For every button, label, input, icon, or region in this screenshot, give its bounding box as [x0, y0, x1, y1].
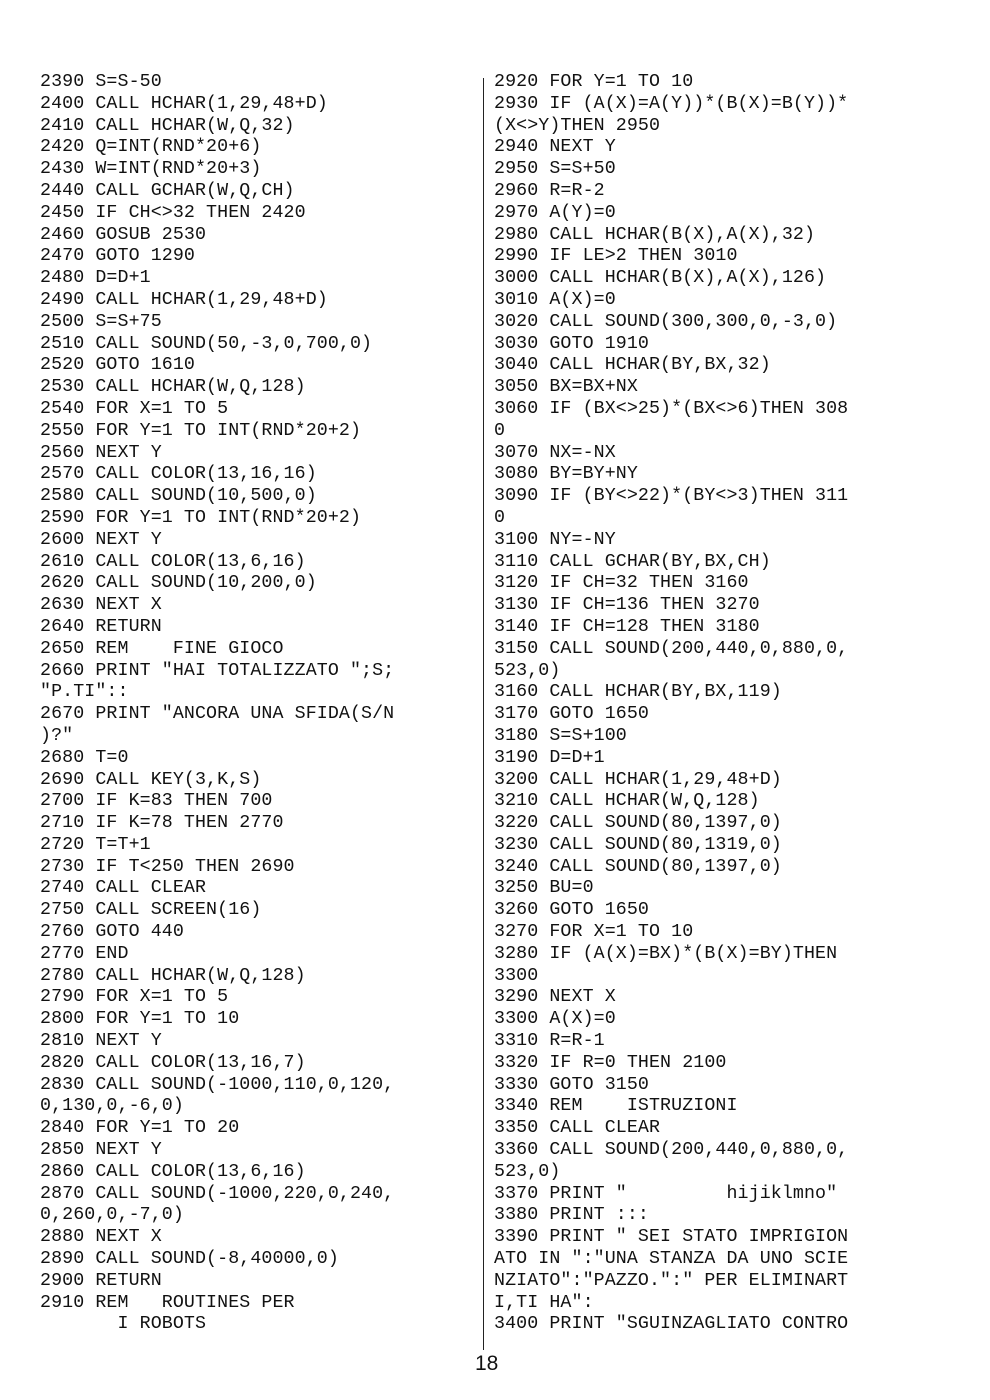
code-line: 3370 PRINT " hijiklmno" — [494, 1183, 838, 1204]
code-line: 3220 CALL SOUND(80,1397,0) — [494, 813, 782, 834]
code-line: 2720 T=T+1 — [40, 834, 151, 855]
code-line: 3140 IF CH=128 THEN 3180 — [494, 616, 760, 637]
code-line: 2920 FOR Y=1 TO 10 — [494, 72, 694, 92]
code-line: 3170 GOTO 1650 — [494, 704, 649, 725]
code-line: 3230 CALL SOUND(80,1319,0) — [494, 834, 782, 855]
code-line: 2640 RETURN — [40, 616, 162, 637]
code-line: 2780 CALL HCHAR(W,Q,128) — [40, 965, 306, 986]
code-line: 3030 GOTO 1910 — [494, 333, 649, 354]
code-line: 3310 R=R-1 — [494, 1031, 605, 1052]
code-line: 2860 CALL COLOR(13,6,16) — [40, 1161, 306, 1182]
code-line: ATO IN ":"UNA STANZA DA UNO SCIE — [494, 1249, 849, 1270]
code-line: 3050 BX=BX+NX — [494, 377, 638, 398]
code-line: 2810 NEXT Y — [40, 1031, 162, 1052]
left-code-column — [40, 72, 475, 1336]
code-line: 2410 CALL HCHAR(W,Q,32) — [40, 115, 295, 136]
code-line: 0 — [494, 507, 506, 528]
code-line: I,TI HA": — [494, 1292, 594, 1313]
code-line: 3290 NEXT X — [494, 987, 616, 1008]
code-line: 3390 PRINT " SEI STATO IMPRIGION — [494, 1227, 849, 1248]
code-line: 2910 REM ROUTINES PER — [40, 1292, 295, 1313]
code-line: 2530 CALL HCHAR(W,Q,128) — [40, 377, 306, 398]
code-line: 2630 NEXT X — [40, 595, 162, 616]
code-line: 3150 CALL SOUND(200,440,0,880,0, — [494, 638, 849, 659]
code-line: 2610 CALL COLOR(13,6,16) — [40, 551, 306, 572]
code-line: (X<>Y)THEN 2950 — [494, 115, 661, 136]
code-line: 0,130,0,-6,0) — [40, 1096, 184, 1117]
code-line: 2890 CALL SOUND(-8,40000,0) — [40, 1249, 339, 1270]
code-line: 3380 PRINT ::: — [494, 1205, 649, 1226]
code-line: 2550 FOR Y=1 TO INT(RND*20+2) — [40, 420, 362, 441]
column-divider — [483, 78, 484, 1350]
code-line: 2690 CALL KEY(3,K,S) — [40, 769, 262, 790]
code-line: 3270 FOR X=1 TO 10 — [494, 922, 694, 943]
code-line: 3330 GOTO 3150 — [494, 1074, 649, 1095]
code-line: 2570 CALL COLOR(13,16,16) — [40, 464, 317, 485]
code-line: 2760 GOTO 440 — [40, 922, 184, 943]
code-line: 2420 Q=INT(RND*20+6) — [40, 137, 262, 158]
code-line: 3250 BU=0 — [494, 878, 594, 899]
code-line: 2590 FOR Y=1 TO INT(RND*20+2) — [40, 507, 362, 528]
code-line: 3340 REM ISTRUZIONI — [494, 1096, 738, 1117]
code-line: 2930 IF (A(X)=A(Y))*(B(X)=B(Y))* — [494, 93, 849, 114]
code-line: 3300 A(X)=0 — [494, 1009, 616, 1030]
code-line: 2680 T=0 — [40, 747, 129, 768]
code-line: 3130 IF CH=136 THEN 3270 — [494, 595, 760, 616]
code-line: 2400 CALL HCHAR(1,29,48+D) — [40, 93, 328, 114]
code-line: 2480 D=D+1 — [40, 268, 151, 289]
code-line: 2840 FOR Y=1 TO 20 — [40, 1118, 240, 1139]
code-line: 0 — [494, 420, 506, 441]
code-line: 2510 CALL SOUND(50,-3,0,700,0) — [40, 333, 373, 354]
code-line: 523,0) — [494, 1161, 561, 1182]
code-line: 523,0) — [494, 660, 561, 681]
code-line: 2970 A(Y)=0 — [494, 202, 616, 223]
code-line: 2800 FOR Y=1 TO 10 — [40, 1009, 240, 1030]
code-line: 3350 CALL CLEAR — [494, 1118, 661, 1139]
code-line: 2600 NEXT Y — [40, 529, 162, 550]
code-line: 3040 CALL HCHAR(BY,BX,32) — [494, 355, 771, 376]
code-line: 2990 IF LE>2 THEN 3010 — [494, 246, 738, 267]
code-line: 3190 D=D+1 — [494, 747, 605, 768]
code-line: 2560 NEXT Y — [40, 442, 162, 463]
code-line: 2830 CALL SOUND(-1000,110,0,120, — [40, 1074, 395, 1095]
code-line: 2950 S=S+50 — [494, 159, 616, 180]
code-line: 2770 END — [40, 943, 129, 964]
code-line: NZIATO":"PAZZO.":" PER ELIMINART — [494, 1270, 849, 1291]
code-line: 2710 IF K=78 THEN 2770 — [40, 813, 284, 834]
right-code-column — [494, 72, 954, 1336]
code-line: 3010 A(X)=0 — [494, 289, 616, 310]
code-line: 3400 PRINT "SGUINZAGLIATO CONTRO — [494, 1314, 849, 1335]
code-line: )?" — [40, 725, 74, 746]
code-line: 2490 CALL HCHAR(1,29,48+D) — [40, 289, 328, 310]
code-line: 2540 FOR X=1 TO 5 — [40, 398, 229, 419]
code-line: 2980 CALL HCHAR(B(X),A(X),32) — [494, 224, 816, 245]
code-line: 2960 R=R-2 — [494, 180, 605, 201]
code-line: 2470 GOTO 1290 — [40, 246, 195, 267]
code-line: 2650 REM FINE GIOCO — [40, 638, 284, 659]
code-line: 2440 CALL GCHAR(W,Q,CH) — [40, 180, 295, 201]
code-line: 2820 CALL COLOR(13,16,7) — [40, 1052, 306, 1073]
code-line: 3200 CALL HCHAR(1,29,48+D) — [494, 769, 782, 790]
code-line: 2900 RETURN — [40, 1270, 162, 1291]
code-line: 3160 CALL HCHAR(BY,BX,119) — [494, 682, 782, 703]
page-number: 18 — [475, 1352, 499, 1375]
code-line: 2750 CALL SCREEN(16) — [40, 900, 262, 921]
code-line: 2870 CALL SOUND(-1000,220,0,240, — [40, 1183, 395, 1204]
code-line: 2880 NEXT X — [40, 1227, 162, 1248]
code-line: 3210 CALL HCHAR(W,Q,128) — [494, 791, 760, 812]
code-line: 2670 PRINT "ANCORA UNA SFIDA(S/N — [40, 704, 395, 725]
code-line: 3280 IF (A(X)=BX)*(B(X)=BY)THEN — [494, 943, 838, 964]
code-line: 3090 IF (BY<>22)*(BY<>3)THEN 311 — [494, 486, 849, 507]
code-line: 0,260,0,-7,0) — [40, 1205, 184, 1226]
code-line: 3180 S=S+100 — [494, 725, 627, 746]
code-line: 2500 S=S+75 — [40, 311, 162, 332]
code-line: 3110 CALL GCHAR(BY,BX,CH) — [494, 551, 771, 572]
code-line: 2460 GOSUB 2530 — [40, 224, 207, 245]
code-line: 3260 GOTO 1650 — [494, 900, 649, 921]
code-line: 2450 IF CH<>32 THEN 2420 — [40, 202, 306, 223]
code-line: 2390 S=S-50 — [40, 72, 162, 92]
code-line: I ROBOTS — [40, 1314, 207, 1335]
code-line: 3100 NY=-NY — [494, 529, 616, 550]
code-line: 3240 CALL SOUND(80,1397,0) — [494, 856, 782, 877]
code-line: 3060 IF (BX<>25)*(BX<>6)THEN 308 — [494, 398, 849, 419]
code-line: 3120 IF CH=32 THEN 3160 — [494, 573, 749, 594]
code-line: 3320 IF R=0 THEN 2100 — [494, 1052, 727, 1073]
code-line: 2700 IF K=83 THEN 700 — [40, 791, 273, 812]
code-line: 2660 PRINT "HAI TOTALIZZATO ";S; — [40, 660, 395, 681]
code-line: 2740 CALL CLEAR — [40, 878, 207, 899]
code-line: 2580 CALL SOUND(10,500,0) — [40, 486, 317, 507]
code-line: 3080 BY=BY+NY — [494, 464, 638, 485]
code-line: 2730 IF T<250 THEN 2690 — [40, 856, 295, 877]
code-line: 2620 CALL SOUND(10,200,0) — [40, 573, 317, 594]
code-line: 2940 NEXT Y — [494, 137, 616, 158]
code-line: 2790 FOR X=1 TO 5 — [40, 987, 229, 1008]
code-line: 3020 CALL SOUND(300,300,0,-3,0) — [494, 311, 838, 332]
code-line: 2850 NEXT Y — [40, 1140, 162, 1161]
code-line: 2430 W=INT(RND*20+3) — [40, 159, 262, 180]
code-line: 3360 CALL SOUND(200,440,0,880,0, — [494, 1140, 849, 1161]
code-line: 2520 GOTO 1610 — [40, 355, 195, 376]
code-line: 3000 CALL HCHAR(B(X),A(X),126) — [494, 268, 827, 289]
code-line: "P.TI":: — [40, 682, 129, 703]
code-line: 3300 — [494, 965, 539, 986]
code-line: 3070 NX=-NX — [494, 442, 616, 463]
